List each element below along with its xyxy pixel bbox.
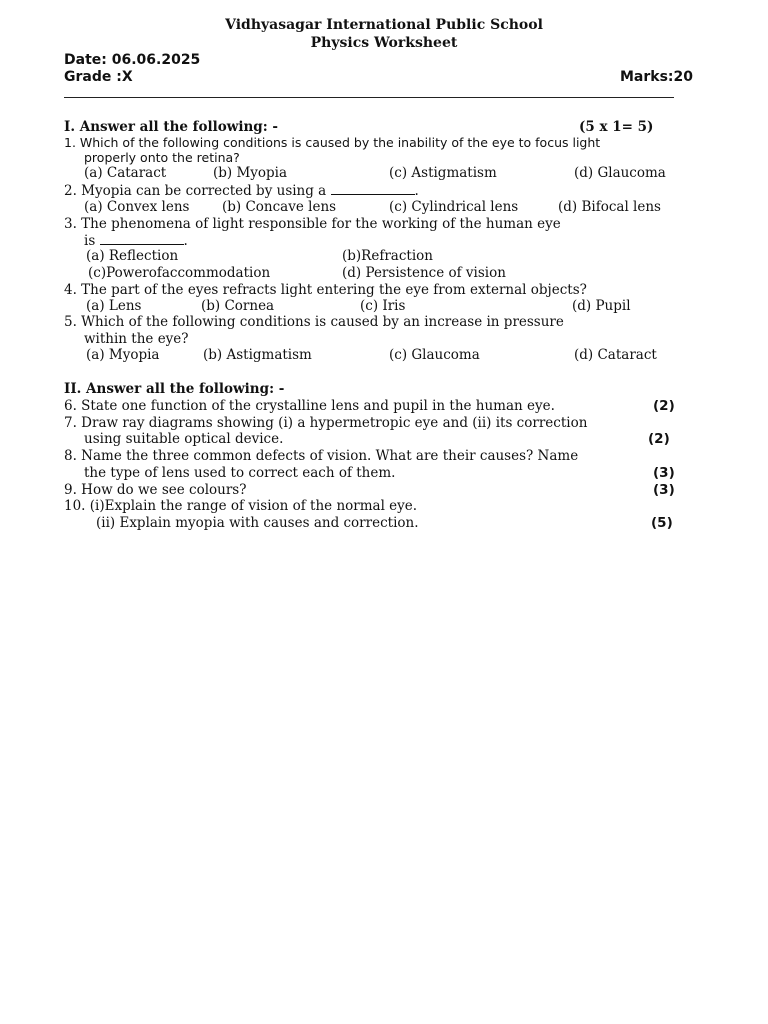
q10-marks: (5) bbox=[651, 515, 673, 531]
q10-text-line2: (ii) Explain myopia with causes and correction. bbox=[96, 515, 419, 531]
q3-option-b: (b)Refraction bbox=[342, 248, 433, 264]
header-divider bbox=[64, 97, 674, 98]
q4-option-a: (a) Lens bbox=[86, 298, 142, 314]
q5-option-a: (a) Myopia bbox=[86, 347, 160, 363]
worksheet-title: Physics Worksheet bbox=[310, 35, 458, 51]
q9-marks: (3) bbox=[653, 482, 675, 498]
q5-option-c: (c) Glaucoma bbox=[389, 347, 480, 363]
q3-option-c: (c)Powerofaccommodation bbox=[88, 265, 271, 281]
q1-option-c: (c) Astigmatism bbox=[389, 165, 497, 181]
q2-blank bbox=[331, 182, 415, 195]
q8-marks: (3) bbox=[653, 465, 675, 481]
grade-label: Grade :X bbox=[64, 69, 133, 85]
q2-option-a: (a) Convex lens bbox=[84, 199, 190, 215]
q3-blank bbox=[100, 232, 184, 245]
q1-text-line1: 1. Which of the following conditions is caused by the inability of the eye to focus light bbox=[64, 135, 601, 150]
q5-option-b: (b) Astigmatism bbox=[203, 347, 312, 363]
q2-text-label: 2. Myopia can be corrected by using a bbox=[64, 183, 327, 199]
q8-text-line1: 8. Name the three common defects of vision. What are their causes? Name bbox=[64, 448, 579, 464]
q5-text-line2: within the eye? bbox=[84, 331, 189, 347]
q1-option-a: (a) Cataract bbox=[84, 165, 167, 181]
q3-text-label: is bbox=[84, 233, 96, 249]
q6-marks: (2) bbox=[653, 398, 675, 414]
q4-option-c: (c) Iris bbox=[360, 298, 406, 314]
q8-text-line2: the type of lens used to correct each of them. bbox=[84, 465, 396, 481]
q2-option-c: (c) Cylindrical lens bbox=[389, 199, 519, 215]
school-name: Vidhyasagar International Public School bbox=[225, 17, 543, 33]
q1-option-b: (b) Myopia bbox=[213, 165, 288, 181]
section1-marks: (5 x 1= 5) bbox=[579, 119, 654, 135]
q3-text-line1: 3. The phenomena of light responsible for the working of the human eye bbox=[64, 216, 561, 232]
q3-option-d: (d) Persistence of vision bbox=[342, 265, 506, 281]
q3-text-line2 bbox=[84, 232, 188, 249]
q4-option-d: (d) Pupil bbox=[572, 298, 631, 314]
q2-option-d: (d) Bifocal lens bbox=[558, 199, 661, 215]
q9-text: 9. How do we see colours? bbox=[64, 482, 247, 498]
q4-option-b: (b) Cornea bbox=[201, 298, 275, 314]
q10-text-line1: 10. (i)Explain the range of vision of the normal eye. bbox=[64, 498, 418, 514]
section1-title: I. Answer all the following: - bbox=[64, 119, 279, 135]
q2-text-end: . bbox=[414, 183, 419, 199]
q7-text-line1: 7. Draw ray diagrams showing (i) a hypermetropic eye and (ii) its correction bbox=[64, 415, 588, 431]
q2-option-b: (b) Concave lens bbox=[222, 199, 337, 215]
marks-label: Marks:20 bbox=[620, 69, 694, 85]
q5-option-d: (d) Cataract bbox=[574, 347, 657, 363]
q4-text: 4. The part of the eyes refracts light entering the eye from external objects? bbox=[64, 282, 587, 298]
q1-text-line2: properly onto the retina? bbox=[84, 150, 240, 165]
q7-text-line2: using suitable optical device. bbox=[84, 431, 284, 447]
q1-option-d: (d) Glaucoma bbox=[574, 165, 666, 181]
q2-text bbox=[64, 182, 419, 199]
q5-text-line1: 5. Which of the following conditions is caused by an increase in pressure bbox=[64, 314, 564, 330]
q3-text-end: . bbox=[183, 233, 188, 249]
section2-title: II. Answer all the following: - bbox=[64, 381, 285, 397]
q7-marks: (2) bbox=[648, 431, 670, 447]
q3-option-a: (a) Reflection bbox=[86, 248, 179, 264]
date-label: Date: 06.06.2025 bbox=[64, 52, 201, 68]
q6-text: 6. State one function of the crystalline lens and pupil in the human eye. bbox=[64, 398, 555, 414]
